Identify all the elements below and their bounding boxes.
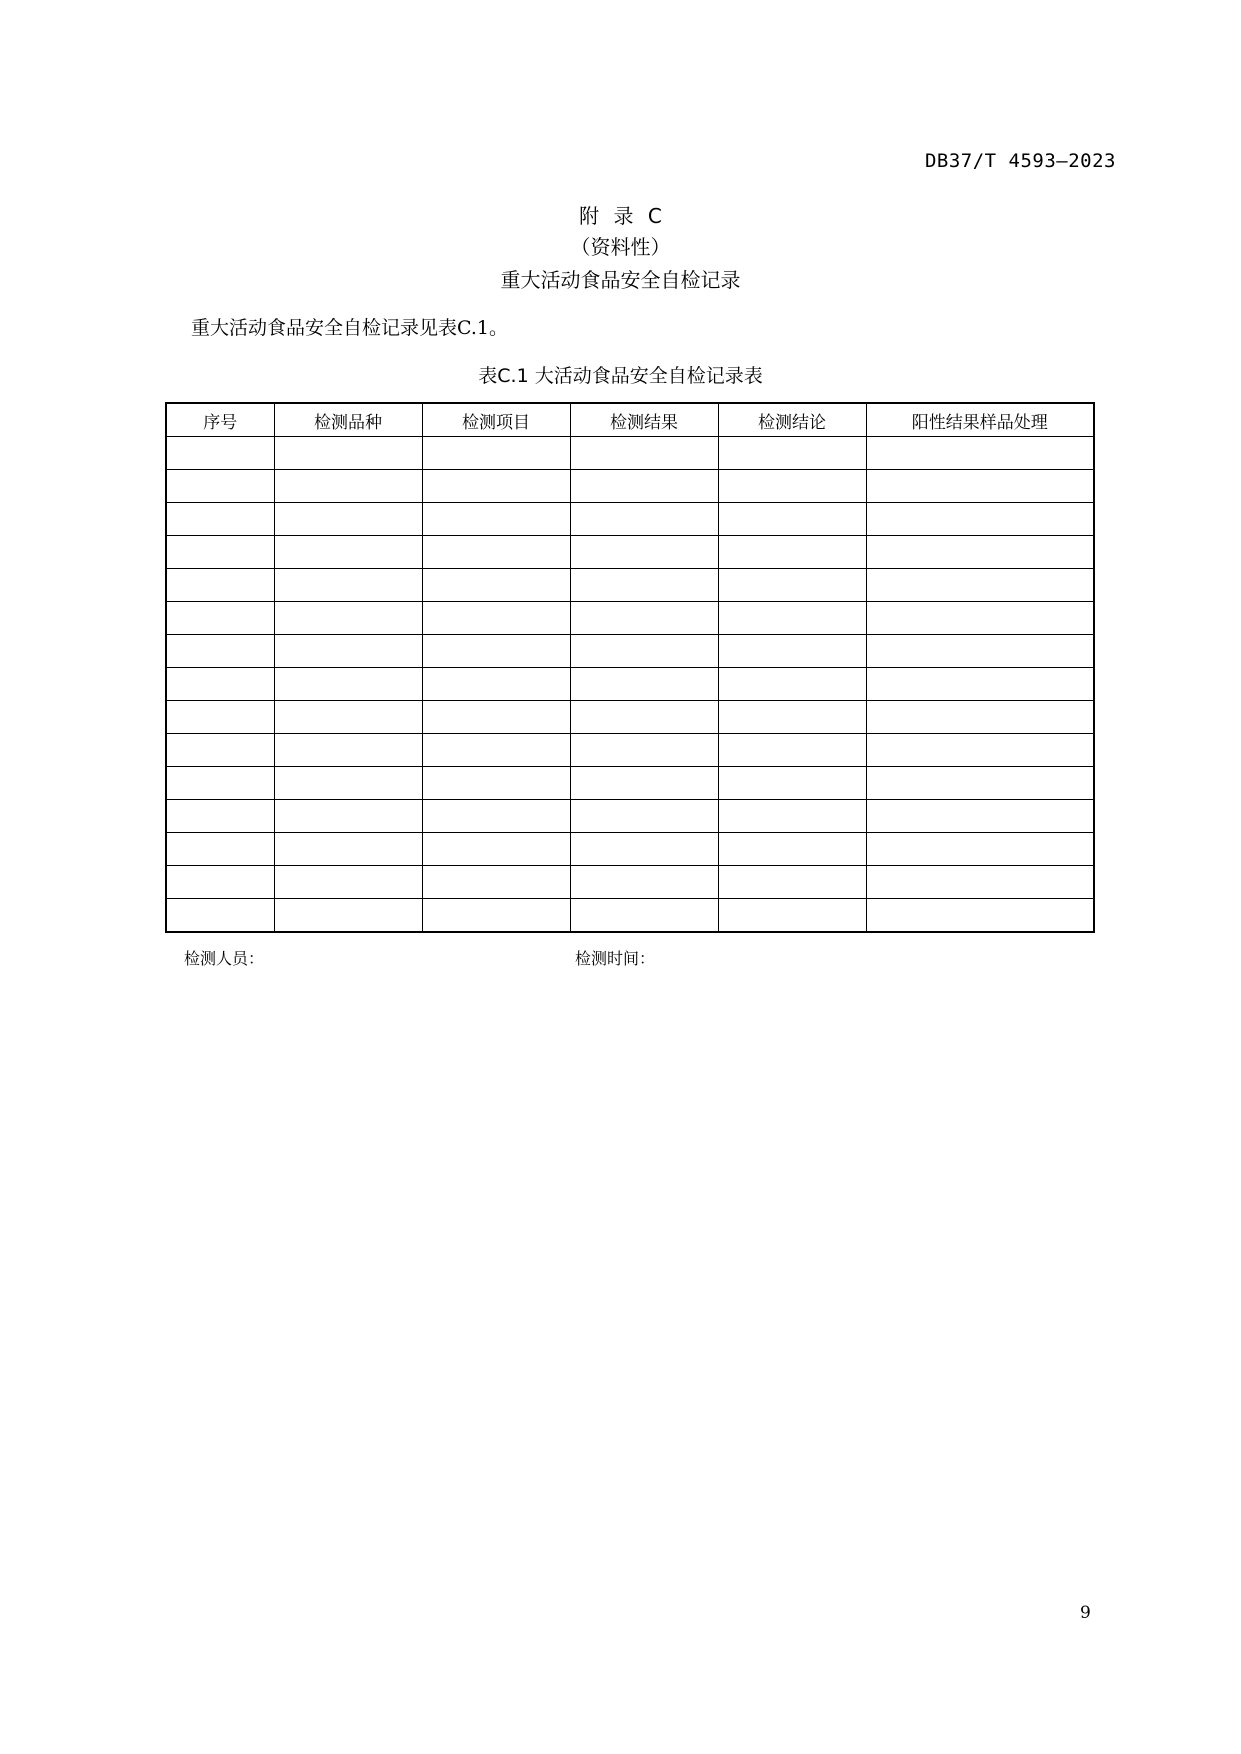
table-cell (718, 800, 866, 833)
table-cell (166, 800, 274, 833)
table-body (166, 437, 1094, 933)
table-row (166, 470, 1094, 503)
table-row (166, 701, 1094, 734)
table-row (166, 437, 1094, 470)
table-cell (422, 899, 570, 933)
table-row (166, 866, 1094, 899)
table-cell (274, 602, 422, 635)
table-cell (866, 767, 1094, 800)
table-row (166, 767, 1094, 800)
table-cell (166, 899, 274, 933)
table-cell (166, 602, 274, 635)
table-row (166, 536, 1094, 569)
table-cell (274, 635, 422, 668)
table-cell (422, 800, 570, 833)
table-cell (866, 602, 1094, 635)
table-cell (274, 668, 422, 701)
table-cell (274, 866, 422, 899)
table-cell (866, 701, 1094, 734)
table-cell (718, 701, 866, 734)
intro-paragraph: 重大活动食品安全自检记录见表C.1。 (191, 317, 508, 339)
table-cell (866, 437, 1094, 470)
table-cell (274, 569, 422, 602)
table-header-row (166, 403, 1094, 437)
table-cell (570, 437, 718, 470)
table-cell (718, 767, 866, 800)
table-cell (570, 635, 718, 668)
table-cell (866, 503, 1094, 536)
table-cell (570, 602, 718, 635)
table-row (166, 899, 1094, 933)
table-cell (718, 899, 866, 933)
inspector-label: 检测人员： (184, 949, 265, 968)
table-caption: 表C.1 大活动食品安全自检记录表 (478, 365, 763, 387)
table-cell (422, 734, 570, 767)
table-cell (166, 767, 274, 800)
column-header-test-item: 检测项目 (422, 403, 570, 437)
table-cell (718, 635, 866, 668)
table-cell (166, 503, 274, 536)
table-cell (866, 833, 1094, 866)
column-header-test-conclusion: 检测结论 (718, 403, 866, 437)
page-number: 9 (1080, 1603, 1091, 1623)
table-cell (866, 536, 1094, 569)
table-row (166, 800, 1094, 833)
annex-nature: （资料性） (570, 235, 671, 259)
table-cell (718, 833, 866, 866)
table-cell (422, 536, 570, 569)
table-cell (570, 470, 718, 503)
column-header-positive-sample-handling: 阳性结果样品处理 (866, 403, 1094, 437)
table-cell (422, 437, 570, 470)
table-cell (274, 767, 422, 800)
table-cell (422, 833, 570, 866)
table-cell (570, 899, 718, 933)
table-cell (718, 734, 866, 767)
column-header-test-result: 检测结果 (570, 403, 718, 437)
table-cell (718, 503, 866, 536)
table-cell (866, 866, 1094, 899)
table-cell (866, 734, 1094, 767)
table-cell (570, 866, 718, 899)
table-cell (422, 701, 570, 734)
table-cell (274, 470, 422, 503)
table-cell (166, 701, 274, 734)
table-cell (866, 668, 1094, 701)
table-cell (274, 899, 422, 933)
table-cell (866, 899, 1094, 933)
table-row (166, 602, 1094, 635)
column-header-serial: 序号 (166, 403, 274, 437)
table-row (166, 635, 1094, 668)
self-inspection-record-table (165, 402, 1095, 933)
table-cell (570, 503, 718, 536)
table-cell (570, 734, 718, 767)
table-cell (718, 536, 866, 569)
table-row (166, 734, 1094, 767)
inspection-time-label: 检测时间： (575, 949, 656, 968)
table-cell (166, 635, 274, 668)
table-cell (422, 866, 570, 899)
table-cell (866, 635, 1094, 668)
table-cell (570, 668, 718, 701)
table-row (166, 668, 1094, 701)
table-cell (718, 866, 866, 899)
table-cell (866, 470, 1094, 503)
table-cell (570, 800, 718, 833)
table-cell (166, 734, 274, 767)
table-cell (570, 701, 718, 734)
table-cell (570, 569, 718, 602)
table-row (166, 503, 1094, 536)
table-cell (422, 767, 570, 800)
table-cell (422, 635, 570, 668)
column-header-test-variety: 检测品种 (274, 403, 422, 437)
annex-label: 附 录 C (579, 204, 662, 228)
table-cell (422, 503, 570, 536)
table-cell (422, 569, 570, 602)
document-id: DB37/T 4593—2023 (924, 150, 1116, 172)
table-cell (274, 536, 422, 569)
table-cell (718, 437, 866, 470)
table-cell (570, 536, 718, 569)
table-cell (718, 668, 866, 701)
table-cell (274, 701, 422, 734)
table-cell (866, 800, 1094, 833)
table-row (166, 569, 1094, 602)
table-cell (166, 470, 274, 503)
table-cell (274, 734, 422, 767)
table-cell (718, 470, 866, 503)
table-cell (166, 437, 274, 470)
annex-title: 重大活动食品安全自检记录 (500, 268, 741, 292)
table-cell (274, 503, 422, 536)
table-cell (166, 668, 274, 701)
table-cell (422, 470, 570, 503)
table-cell (866, 569, 1094, 602)
table-cell (166, 866, 274, 899)
table-cell (274, 833, 422, 866)
table-cell (274, 437, 422, 470)
table-cell (166, 569, 274, 602)
table-cell (718, 602, 866, 635)
table-cell (570, 767, 718, 800)
table-cell (274, 800, 422, 833)
table-cell (422, 602, 570, 635)
table-cell (166, 833, 274, 866)
table-cell (570, 833, 718, 866)
table-row (166, 833, 1094, 866)
table-cell (166, 536, 274, 569)
table-cell (422, 668, 570, 701)
table-cell (718, 569, 866, 602)
